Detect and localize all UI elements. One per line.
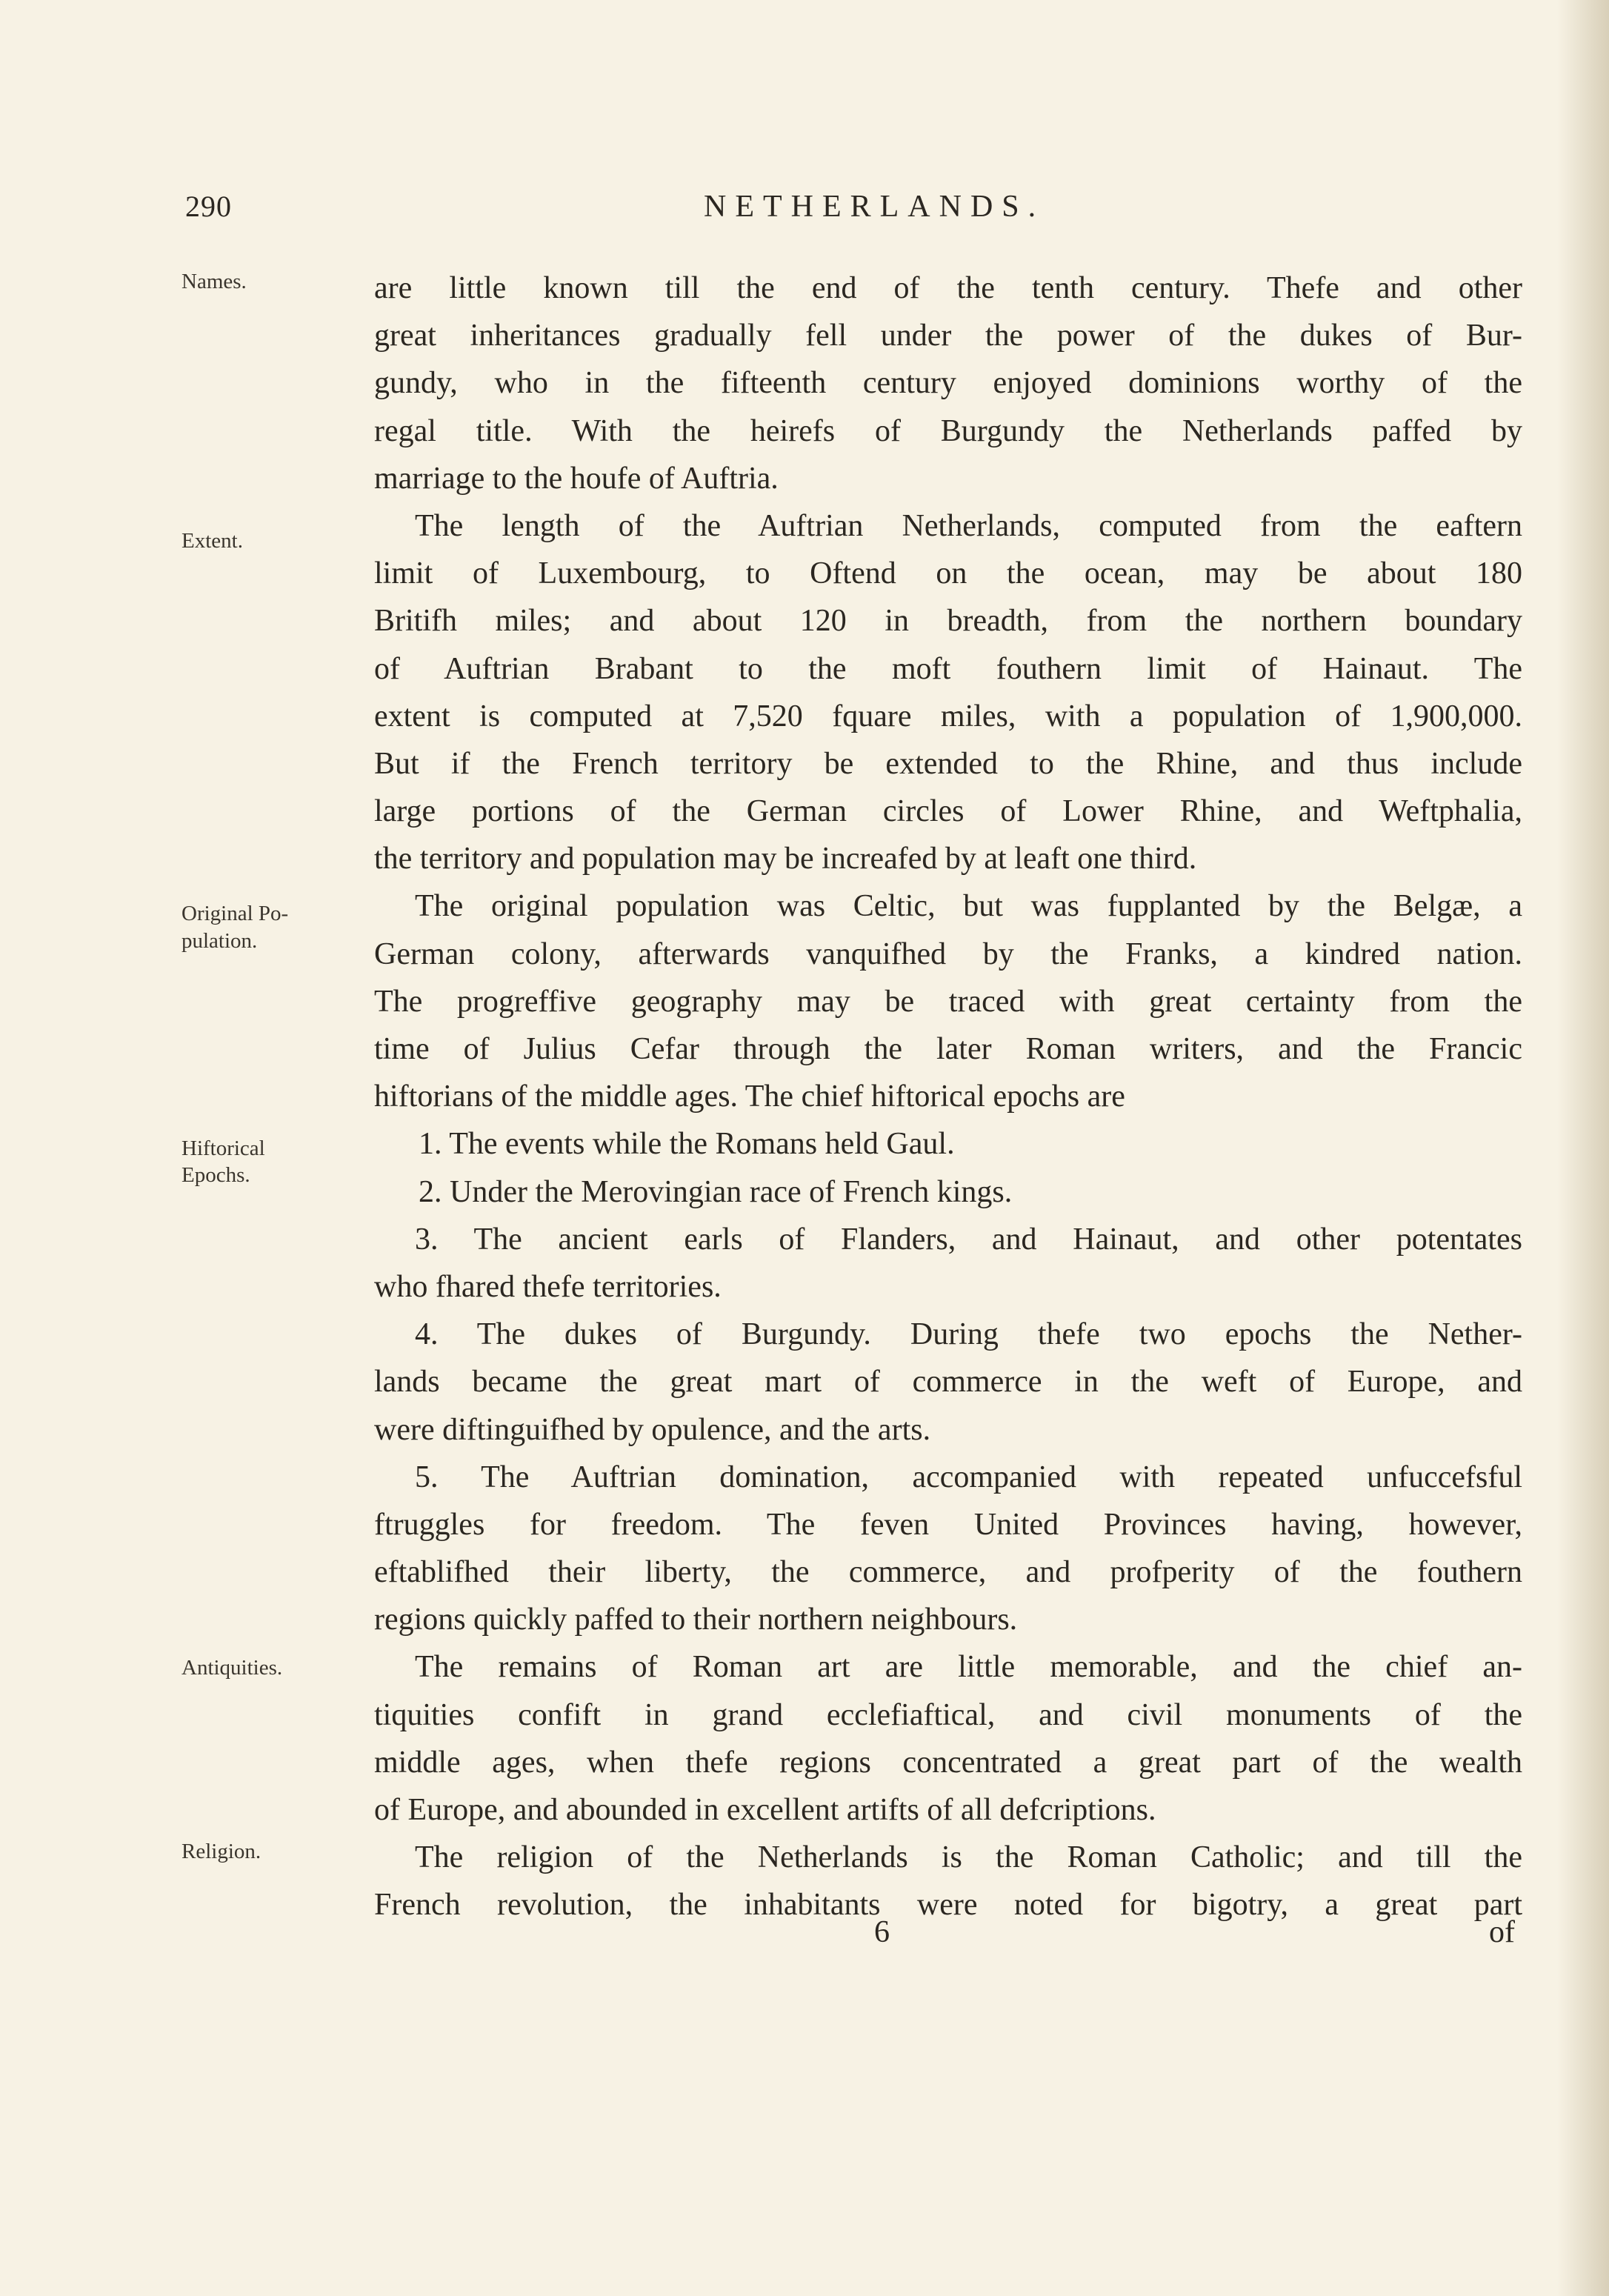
text-line: 2. Under the Merovingian race of French kings.: [419, 1174, 1013, 1209]
text-line: French revolution, the inhabitants were noted for bigotry, a great part: [374, 1888, 1522, 1923]
text-line: of Auftrian Brabant to the moft fouthern limit of Hainaut. The: [374, 651, 1522, 686]
text-line: were diftinguifhed by opulence, and the arts.: [374, 1412, 931, 1447]
catchword: of: [1489, 1915, 1515, 1949]
margin-note-historical-1: Hiftorical: [181, 1137, 265, 1160]
margin-note-antiquities: Antiquities.: [181, 1656, 283, 1680]
margin-note-names: Names.: [181, 270, 247, 293]
text-line: The length of the Auftrian Netherlands, computed from the eaftern: [415, 508, 1522, 543]
text-line: German colony, afterwards vanquifhed by the Franks, a kindred nation.: [374, 936, 1522, 971]
text-line: marriage to the houfe of Auftria.: [374, 461, 779, 496]
text-line: gundy, who in the fifteenth century enjoyed dominions worthy of the: [374, 366, 1522, 401]
margin-note-original-population-2: pulation.: [181, 929, 258, 953]
text-line: Britifh miles; and about 120 in breadth, from the northern boundary: [374, 604, 1522, 639]
text-line: large portions of the German circles of Lower Rhine, and Weftphalia,: [374, 794, 1522, 829]
text-line: hiftorians of the middle ages. The chief hiftorical epochs are: [374, 1079, 1125, 1114]
text-line: The religion of the Netherlands is the Roman Catholic; and till the: [415, 1840, 1522, 1875]
page-edge-shadow: [1557, 0, 1609, 2296]
text-line: time of Julius Cefar through the later Roman writers, and the Francic: [374, 1032, 1522, 1066]
running-title: NETHERLANDS.: [704, 190, 1045, 224]
text-line: extent is computed at 7,520 fquare miles, with a population of 1,900,000.: [374, 699, 1522, 733]
margin-note-historical-2: Epochs.: [181, 1163, 250, 1187]
page-number: 290: [185, 190, 232, 223]
text-line: regions quickly paffed to their northern neighbours.: [374, 1603, 1018, 1637]
text-line: who fhared thefe territories.: [374, 1269, 722, 1304]
text-line: lands became the great mart of commerce in the weft of Europe, and: [374, 1365, 1522, 1400]
margin-note-original-population-1: Original Po-: [181, 902, 289, 925]
text-line: the territory and population may be increafed by at leaft one third.: [374, 842, 1197, 876]
text-line: limit of Luxembourg, to Oftend on the ocean, may be about 180: [374, 556, 1522, 591]
text-line: The original population was Celtic, but was fupplanted by the Belgæ, a: [415, 889, 1522, 924]
text-line: The remains of Roman art are little memorable, and the chief an-: [415, 1650, 1522, 1685]
body-text: [374, 264, 1522, 1929]
text-line: The progreffive geography may be traced with great certainty from the: [374, 984, 1522, 1019]
text-line: of Europe, and abounded in excellent artifts of all defcriptions.: [374, 1793, 1156, 1827]
text-line: 1. The events while the Romans held Gaul.: [419, 1127, 955, 1162]
text-line: 4. The dukes of Burgundy. During thefe two epochs the Nether-: [415, 1317, 1522, 1352]
text-line: are little known till the end of the tenth century. Thefe and other: [374, 271, 1522, 305]
text-line: eftablifhed their liberty, the commerce, and profperity of the fouthern: [374, 1555, 1522, 1590]
text-line: But if the French territory be extended to the Rhine, and thus include: [374, 746, 1522, 781]
margin-note-religion: Religion.: [181, 1840, 261, 1863]
text-line: tiquities confift in grand ecclefiaftical, and civil monuments of the: [374, 1697, 1522, 1732]
page-header: [185, 189, 1526, 233]
margin-note-extent: Extent.: [181, 529, 243, 553]
text-line: 3. The ancient earls of Flanders, and Hainaut, and other potentates: [415, 1222, 1522, 1257]
text-line: middle ages, when thefe regions concentrated a great part of the wealth: [374, 1745, 1522, 1780]
text-line: regal title. With the heirefs of Burgundy the Netherlands paffed by: [374, 413, 1522, 448]
text-line: great inheritances gradually fell under the power of the dukes of Bur-: [374, 319, 1522, 353]
text-line: ftruggles for freedom. The feven United Provinces having, however,: [374, 1507, 1522, 1542]
signature-mark: 6: [874, 1915, 890, 1949]
text-line: 5. The Auftrian domination, accompanied with repeated unfuccefsful: [415, 1460, 1522, 1494]
